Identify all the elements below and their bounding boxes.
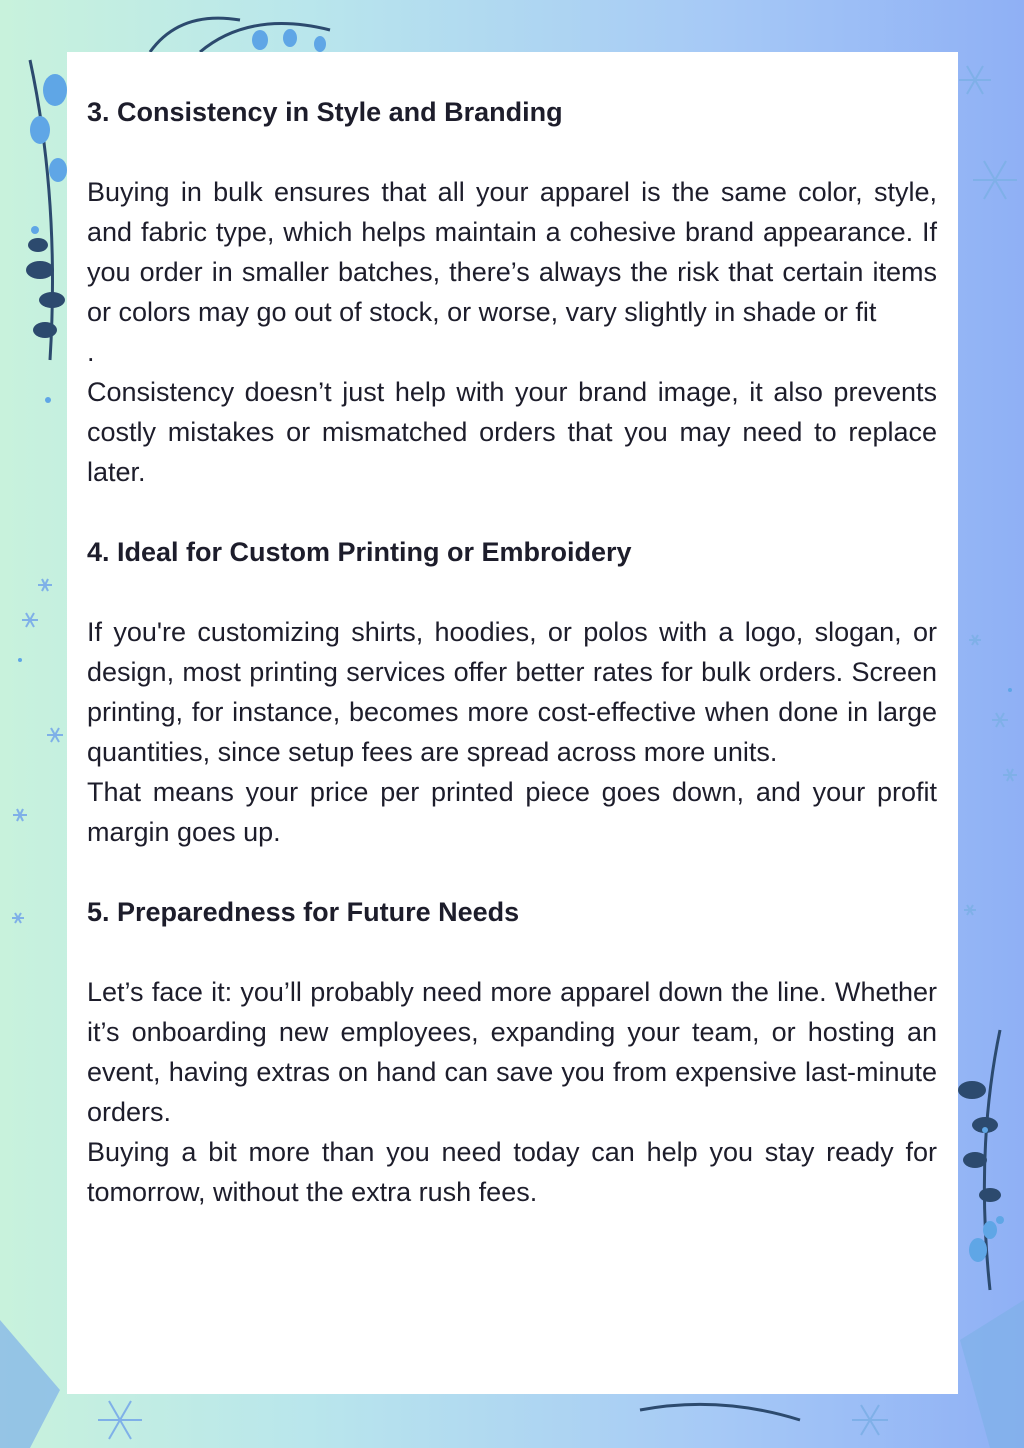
water-drop-icon [969, 1221, 997, 1262]
spacer [87, 852, 937, 892]
paragraph: Let’s face it: you’ll probably need more apparel down the line. Whether it’s onboarding new employees, expanding your team, or hosting an event, having extras on hand can save you from expensive last-minute orders. [87, 977, 937, 1127]
paragraph: . [87, 337, 95, 367]
document-page [67, 52, 958, 1394]
spacer [87, 492, 937, 532]
section-consistency [87, 92, 937, 492]
paragraph: That means your price per printed piece goes down, and your profit margin goes up. [87, 777, 937, 847]
document-content [87, 92, 937, 1212]
paragraph: Buying in bulk ensures that all your apparel is the same color, style, and fabric type, which helps maintain a cohesive brand appearance. If you order in smaller batches, there’s always the risk that certain items or colors may go out of stock, or worse, vary slightly in shade or fit [87, 177, 937, 327]
section-preparedness [87, 892, 937, 1212]
section-heading: 4. Ideal for Custom Printing or Embroidery [87, 537, 632, 567]
paragraph: Buying a bit more than you need today can help you stay ready for tomorrow, without the extra rush fees. [87, 1137, 937, 1207]
paragraph: Consistency doesn’t just help with your brand image, it also prevents costly mistakes or mismatched orders that you may need to replace later. [87, 377, 937, 487]
section-custom-printing [87, 532, 937, 852]
leaf-cluster-icon [958, 1081, 1001, 1202]
leaf-cluster-icon [26, 238, 65, 338]
paragraph: If you're customizing shirts, hoodies, or polos with a logo, slogan, or design, most printing services offer better rates for bulk orders. Screen printing, for instance, becomes more cost-effective when done in large quantities, since setup fees are spread across more units. [87, 617, 937, 767]
section-heading: 5. Preparedness for Future Needs [87, 897, 520, 927]
leaf-branch-icon [640, 1404, 800, 1420]
section-heading: 3. Consistency in Style and Branding [87, 97, 563, 127]
